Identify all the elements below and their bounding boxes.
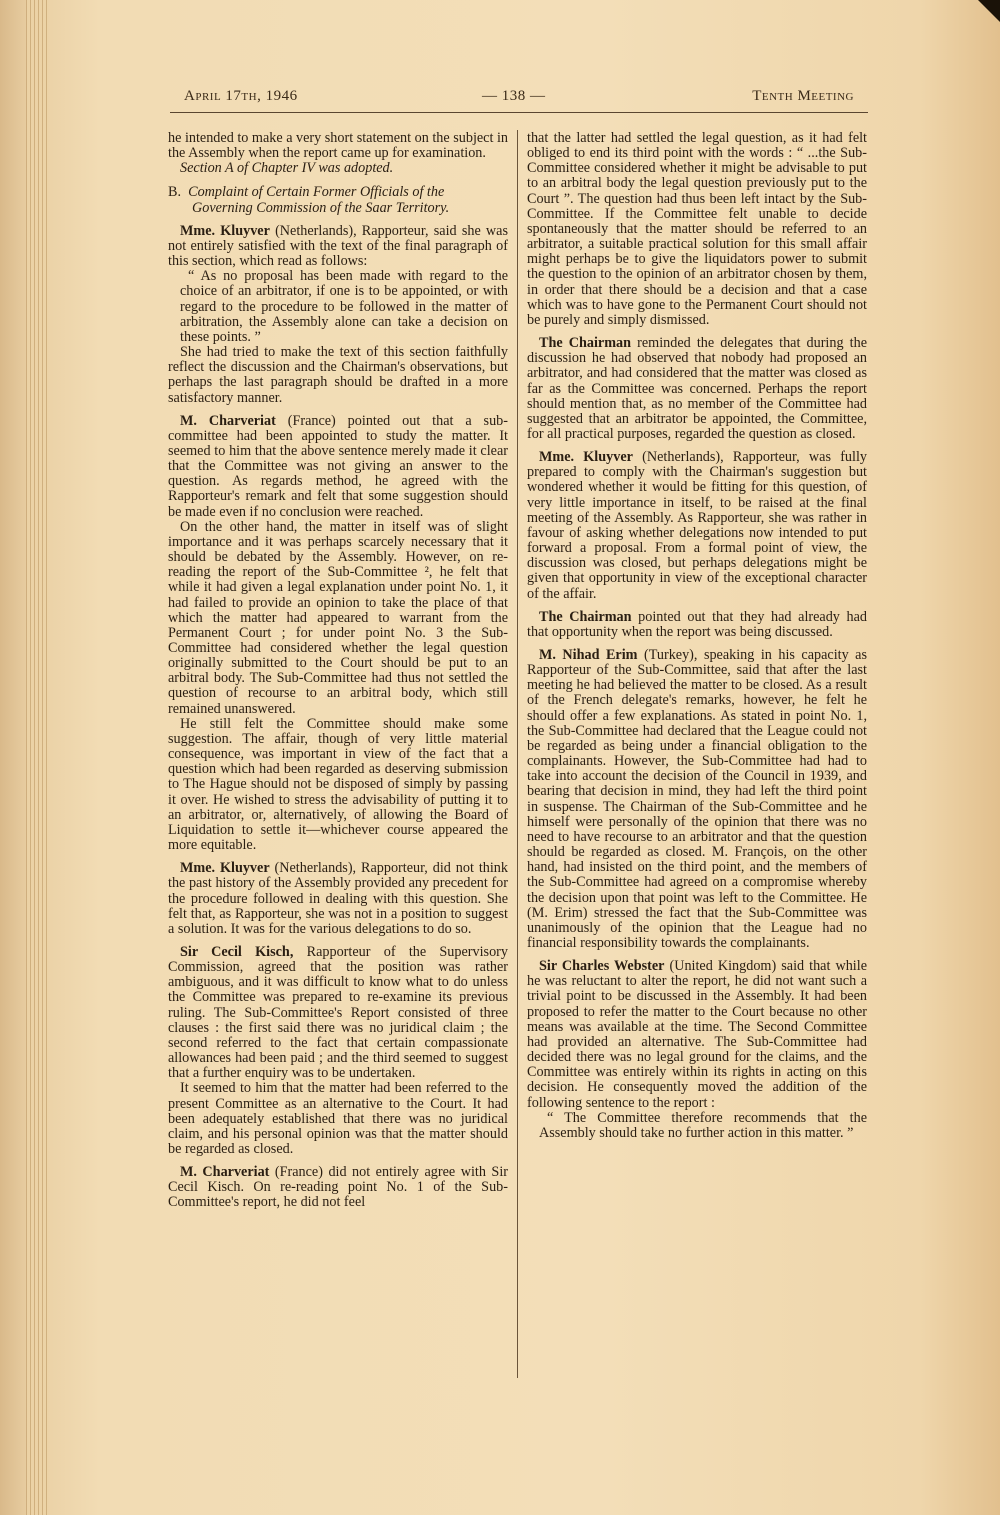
- right-column: [527, 131, 867, 1141]
- paragraph-text: He still felt the Committee should make some suggestion. The affair, though of very little material consequence, was important in view of the fact that a question which had been regarded as deserving submission to The Hague should not be disposed of simply by passing it over. He wished to stress the advisability of putting it to an arbitrator, or, alternatively, of allowing the Board of Liquidation to settle it—whichever course appeared the more equitable.: [168, 715, 508, 854]
- paragraph-text: (France) did not entirely agree with Sir Cecil Kisch. On re-reading point No. 1 of the Sub-Committee's report, he did not feel: [168, 1164, 508, 1211]
- paragraph: [168, 224, 508, 269]
- paragraph-text: “ The Committee therefore recommends that the Assembly should take no further action in this matter. ”: [539, 1109, 867, 1141]
- paragraph: [168, 1165, 508, 1210]
- quoted-text: [168, 269, 508, 345]
- paragraph-text: (United Kingdom) said that while he was reluctant to alter the report, he did not want such a trivial point to be discussed in the Assembly. It had been proposed to refer the matter to the Court because no other means was available at the time. The Second Committee had provided an alternative. The Sub-Committee had decided there was no legal ground for the claims, and the Committee was entirely within its rights in acting on this decision. He consequently moved the addition of the following sentence to the report :: [527, 958, 867, 1111]
- paragraph: [168, 345, 508, 406]
- paragraph-text: that the latter had settled the legal question, as it had felt obliged to end its third point with the words : “ ...the Sub-Committee considered whether it might be advisable to put to an arbitral body the legal question previously put to the Court ”. The question had thus been left intact by the Sub-Committee. If the Committee felt unable to decide spontaneously that the matter should be referred to an arbitrator, a suitable practical solution for this small affair might perhaps be to give the liquidators power to submit the question to the opinion of an arbitrator chosen by them, in order that there should be a decision and that a case which was to have gone to the Permanent Court should not be purely and simply dismissed.: [527, 130, 867, 328]
- paragraph-text: (France) pointed out that a sub-committee had been appointed to study the matter. It seemed to him that the above sentence merely made it clear that the Committee was not giving an answer to the question. As regards method, he agreed with the Rapporteur's remark and felt that some suggestion should be made even if no conclusion were reached.: [168, 412, 508, 520]
- paragraph-text: “ As no proposal has been made with regard to the choice of an arbitrator, if one is to be appointed, or with regard to the procedure to be followed in the matter of arbitration, the Assembly alone can take a decision on these points. ”: [180, 268, 508, 345]
- paragraph-text: Rapporteur of the Supervisory Commission, agreed that the position was rather ambiguous, and it was difficult to know what to do unless the Committee was prepared to re-examine its previous ruling. The Sub-Committee's Report consisted of three clauses : the first said there was no juridical claim ; the second referred to the fact that certain compassionate allowances had been paid ; and the third seemed to suggest that a further enquiry was to be undertaken.: [168, 943, 508, 1082]
- paragraph-text: pointed out that they had already had that opportunity when the report was being discussed.: [527, 608, 867, 640]
- speaker-name: The Chairman: [539, 335, 632, 352]
- running-header: [170, 88, 868, 110]
- paragraph: [527, 450, 867, 602]
- section-letter: B.: [168, 184, 182, 201]
- speaker-name: Sir Charles Webster: [539, 958, 665, 975]
- header-meeting: Tenth Meeting: [752, 88, 854, 104]
- speaker-name: M. Charveriat: [180, 412, 276, 429]
- speaker-name: Sir Cecil Kisch,: [180, 943, 294, 960]
- paragraph: [168, 717, 508, 853]
- speaker-name: M. Nihad Erim: [539, 647, 638, 663]
- paragraph: [168, 131, 508, 161]
- column-divider: [517, 130, 518, 1378]
- paragraph: [168, 520, 508, 717]
- left-column: [168, 131, 508, 1211]
- paragraph: [527, 336, 867, 442]
- page-number: — 138 —: [482, 88, 546, 104]
- paragraph: [168, 1081, 508, 1157]
- paragraph-text: On the other hand, the matter in itself was of slight importance and it was perhaps scarcely necessary that it should be debated by the Assembly. However, on re-reading the report of the Sub-Committee ², he felt that while it had given a legal explanation under point No. 1, it had failed to provide an opinion to take the place of that which the matter had appeared to warrant from the Permanent Court ; for under point No. 3 the Sub-Committee had considered whether the legal question originally submitted to the Court should be put to an arbitral body. The Sub-Committee had thus not settled the question of recourse to an arbitral body, which still remained unanswered.: [168, 518, 508, 717]
- speaker-name: The Chairman: [539, 608, 632, 625]
- paragraph-text: Complaint of Certain Former Officials of the Governing Commission of the Saar Territory.: [188, 184, 450, 216]
- speaker-name: Mme. Kluyver: [180, 860, 270, 877]
- paragraph-text: (Turkey), speaking in his capacity as Rapporteur of the Sub-Committee, said that after the last meeting he had believed the matter to be closed. As a result of the French delegate's remarks, however, he felt he should offer a few explanations. As stated in point No. 1, the Sub-Committee had declared that the League could not be regarded as being under a financial obligation to the complainants. However, the Sub-Committee had had to take into account the decision of the Council in 1939, and bearing that decision in mind, they had left the third point in suspense. The Chairman of the Sub-Committee and he himself were personally of the opinion that there was no need to have recourse to an arbitrator and that the question should be regarded as closed. M. François, on the other hand, had insisted on the third point, and the members of the Sub-Committee had agreed on a compromise whereby the decision upon that point was left to the Committee. He (M. Erim) stressed the fact that the Sub-Committee was unanimously of the opinion that the League had no financial responsibility towards the complainants.: [527, 647, 867, 951]
- paragraph: [168, 414, 508, 520]
- header-date: April 17th, 1946: [184, 88, 298, 104]
- paragraph-text: (Netherlands), Rapporteur, did not think the past history of the Assembly provided any precedent for the procedure followed in dealing with this question. She felt that, as Rapporteur, she was not in a position to suggest a solution. It was for the various delegations to do so.: [168, 860, 508, 937]
- speaker-name: Mme. Kluyver: [180, 222, 270, 239]
- paragraph: [527, 131, 867, 328]
- section-heading: [168, 185, 508, 215]
- paragraph-text: (Netherlands), Rapporteur, said she was not entirely satisfied with the text of the final paragraph of this section, which read as follows:: [168, 222, 508, 270]
- paragraph: [168, 945, 508, 1081]
- paragraph-text: She had tried to make the text of this section faithfully reflect the discussion and the Chairman's observations, but perhaps the last paragraph should be drafted in a more satisfactory manner.: [168, 344, 508, 406]
- paragraph-text: It seemed to him that the matter had been referred to the present Committee as an alternative to the Court. It had been adequately established that there was no juridical claim, and his personal opinion was that the matter should be regarded as closed.: [168, 1080, 508, 1157]
- speaker-name: M. Charveriat: [180, 1164, 270, 1181]
- paragraph: [527, 648, 867, 951]
- paragraph: [168, 161, 508, 176]
- header-rule: [170, 112, 868, 113]
- page-edges: [26, 0, 48, 1515]
- scan-corner: [978, 0, 1000, 22]
- paragraph-text: (Netherlands), Rapporteur, was fully prepared to comply with the Chairman's suggestion but wondered whether it would be fitting for this question, of very little importance in itself, to be raised at the final meeting of the Assembly. As Rapporteur, she was rather in favour of asking whether delegations now intended to put forward a proposal. From a formal point of view, the discussion was closed, but perhaps delegations might be given that opportunity in view of the exceptional character of the affair.: [527, 449, 867, 602]
- paragraph: [527, 959, 867, 1111]
- paragraph-text: Section A of Chapter IV was adopted.: [180, 160, 394, 177]
- paragraph: [527, 610, 867, 640]
- paragraph-text: he intended to make a very short statement on the subject in the Assembly when the report came up for examination.: [168, 130, 509, 162]
- speaker-name: Mme. Kluyver: [539, 449, 633, 466]
- paragraph-text: reminded the delegates that during the discussion he had observed that nobody had proposed an arbitrator, and had considered that the matter was closed as far as the Committee was concerned. Perhaps the report should mention that, as no member of the Committee had suggested that an arbitrator be appointed, the Committee, for all practical purposes, regarded the question as closed.: [527, 335, 867, 442]
- paragraph: [168, 861, 508, 937]
- quoted-text: [527, 1111, 867, 1141]
